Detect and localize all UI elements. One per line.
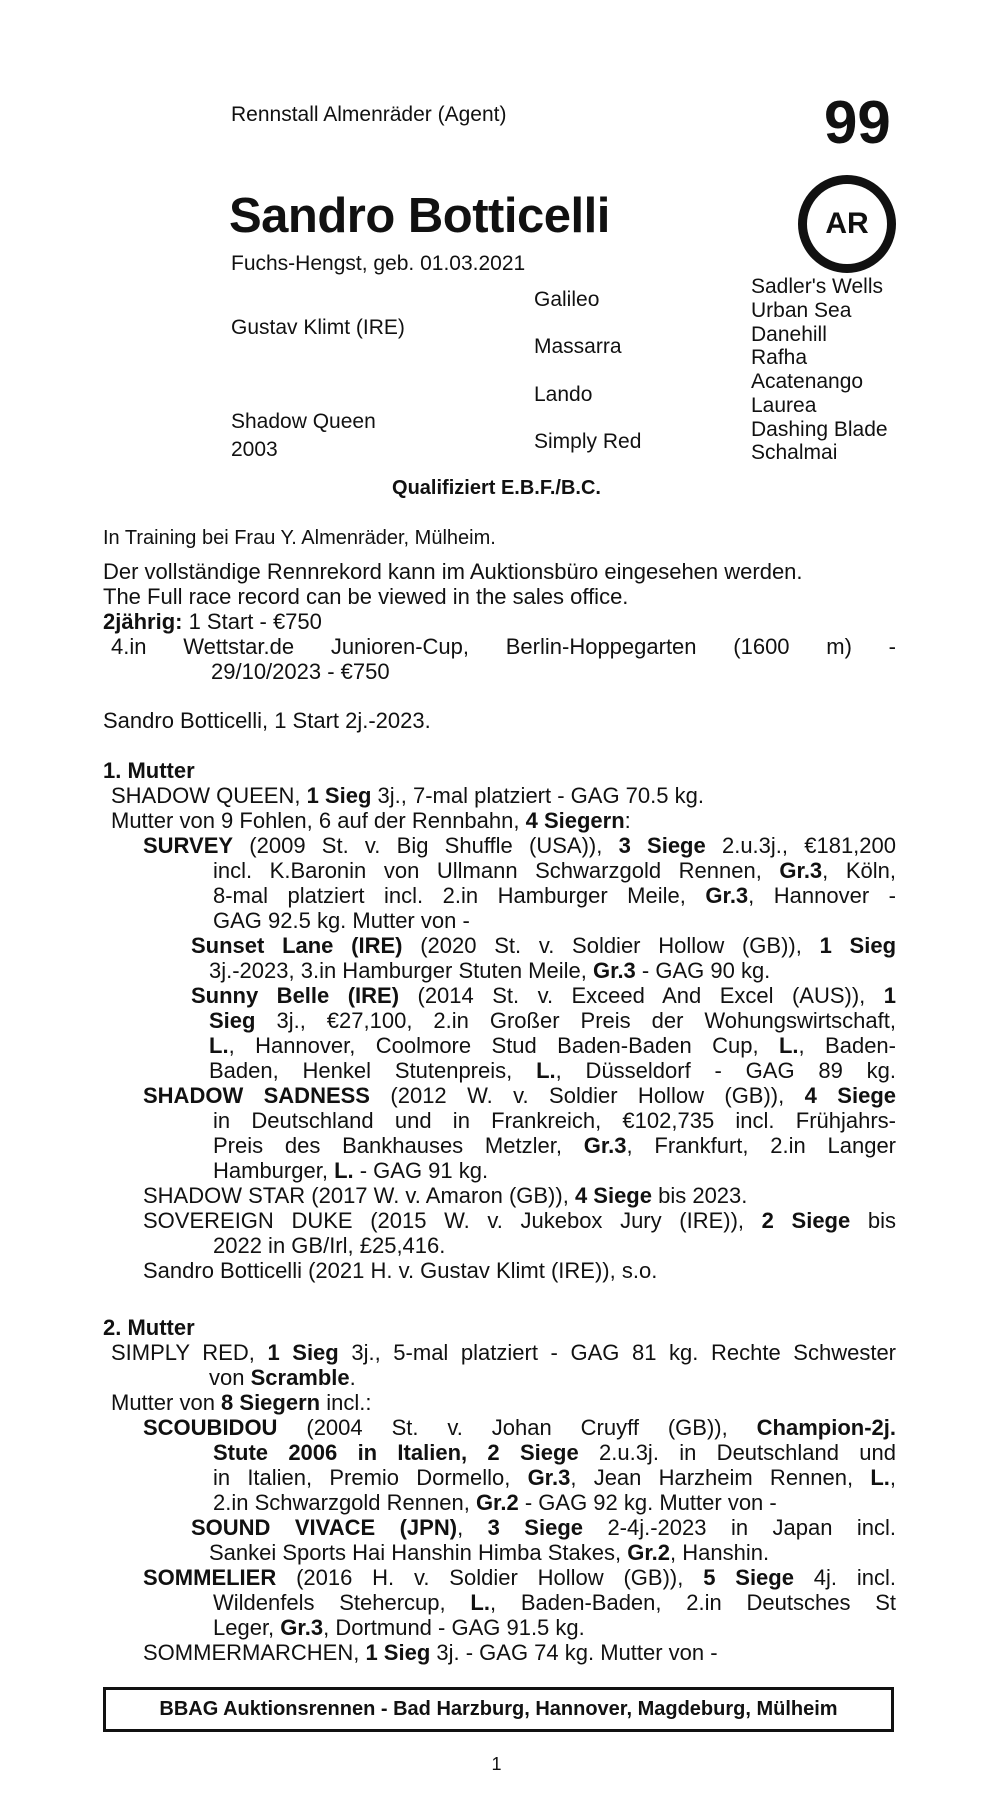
- first-dam-line: Mutter von 9 Fohlen, 6 auf der Rennbahn, 4 Siegern:: [111, 808, 631, 833]
- first-dam-line: SHADOW STAR (2017 W. v. Amaron (GB)), 4 Siege bis 2023.: [143, 1183, 748, 1208]
- first-dam-section: [103, 758, 896, 1283]
- first-dam-line: SHADOW QUEEN, 1 Sieg 3j., 7-mal platziert - GAG 70.5 kg.: [111, 783, 704, 808]
- first-dam-line: incl. K.Baronin von Ullmann Schwarzgold Rennen, Gr.3, Köln,: [213, 858, 896, 883]
- page-number: 1: [491, 1754, 502, 1774]
- qualification: Qualifiziert E.B.F./B.C.: [392, 477, 601, 499]
- first-dam-line: SHADOW SADNESS (2012 W. v. Soldier Hollow (GB)), 4 Siege: [143, 1083, 896, 1108]
- second-dam-line: Wildenfels Stehercup, L., Baden-Baden, 2.in Deutsches St: [213, 1590, 896, 1615]
- first-dam-line: 8-mal platziert incl. 2.in Hamburger Meile, Gr.3, Hannover -: [213, 883, 896, 908]
- first-dam-line: 3j.-2023, 3.in Hamburger Stuten Meile, Gr.3 - GAG 90 kg.: [209, 958, 771, 983]
- pedigree-grandparent: Lando: [534, 383, 593, 406]
- pedigree-great-grandparent: Laurea: [751, 394, 817, 417]
- lot-number: 99: [824, 89, 891, 156]
- race-record-note-en: The Full race record can be viewed in the sales office.: [103, 584, 629, 609]
- second-dam-section: [103, 1315, 896, 1665]
- pedigree-dam-year: 2003: [231, 438, 278, 461]
- first-dam-heading: 1. Mutter: [103, 758, 195, 783]
- first-dam-line: SURVEY (2009 St. v. Big Shuffle (USA)), 3 Siege 2.u.3j., €181,200: [143, 833, 896, 858]
- second-dam-line: Sankei Sports Hai Hanshin Himba Stakes, Gr.2, Hanshin.: [209, 1540, 770, 1565]
- first-dam-line: GAG 92.5 kg. Mutter von -: [213, 908, 470, 933]
- first-dam-line: in Deutschland und in Frankreich, €102,735 incl. Frühjahrs-: [213, 1108, 896, 1133]
- race-result-date: 29/10/2023 - €750: [211, 659, 390, 684]
- pedigree-great-grandparent: Schalmai: [751, 441, 838, 464]
- pedigree-grandparent: Galileo: [534, 288, 600, 311]
- training-info: In Training bei Frau Y. Almenräder, Mülheim.: [103, 527, 496, 549]
- horse-name: Sandro Botticelli: [229, 189, 610, 243]
- pedigree-grandparent: Massarra: [534, 335, 622, 358]
- first-dam-line: L., Hannover, Coolmore Stud Baden-Baden Cup, L., Baden-: [209, 1033, 896, 1058]
- sales-races-banner: BBAG Auktionsrennen - Bad Harzburg, Hannover, Magdeburg, Mülheim: [103, 1687, 894, 1732]
- first-dam-line: Sunset Lane (IRE) (2020 St. v. Soldier Hollow (GB)), 1 Sieg: [191, 933, 897, 958]
- second-dam-line: SIMPLY RED, 1 Sieg 3j., 5-mal platziert - GAG 81 kg. Rechte Schwester: [111, 1340, 897, 1365]
- pedigree-dam: Shadow Queen: [231, 410, 376, 433]
- second-dam-line: von Scramble.: [209, 1365, 356, 1390]
- pedigree-grandparent: Simply Red: [534, 430, 642, 453]
- horse-description: Fuchs-Hengst, geb. 01.03.2021: [231, 252, 526, 275]
- first-dam-line: 2022 in GB/Irl, £25,416.: [213, 1233, 446, 1258]
- race-record-age-summary: [103, 609, 896, 634]
- pedigree-great-grandparent: Dashing Blade: [751, 418, 888, 441]
- first-dam-line: Sunny Belle (IRE) (2014 St. v. Exceed And Excel (AUS)), 1: [191, 983, 896, 1008]
- pedigree-great-grandparent: Acatenango: [751, 370, 864, 393]
- race-result: 4.in Wettstar.de Junioren-Cup, Berlin-Hoppegarten (1600 m) -: [111, 634, 896, 659]
- pedigree-great-grandparent: Rafha: [751, 346, 808, 369]
- first-dam-line: Hamburger, L. - GAG 91 kg.: [213, 1158, 489, 1183]
- age-label: 2jährig:: [103, 609, 183, 634]
- first-dam-line: Sieg 3j., €27,100, 2.in Großer Preis der Wohungswirtschaft,: [209, 1008, 896, 1033]
- second-dam-line: SOUND VIVACE (JPN), 3 Siege 2-4j.-2023 in Japan incl.: [191, 1515, 897, 1540]
- second-dam-line: SCOUBIDOU (2004 St. v. Johan Cruyff (GB)), Champion-2j.: [143, 1415, 896, 1440]
- second-dam-line: Stute 2006 in Italien, 2 Siege 2.u.3j. in Deutschland und: [213, 1440, 897, 1465]
- race-record-note-de: Der vollständige Rennrekord kann im Auktionsbüro eingesehen werden.: [103, 559, 803, 584]
- second-dam-line: 2.in Schwarzgold Rennen, Gr.2 - GAG 92 kg. Mutter von -: [213, 1490, 777, 1515]
- second-dam-line: in Italien, Premio Dormello, Gr.3, Jean Harzheim Rennen, L.,: [213, 1465, 896, 1490]
- pedigree-great-grandparent: Danehill: [751, 323, 827, 346]
- age-summary: 1 Start - €750: [182, 609, 322, 634]
- pedigree-great-grandparent: Urban Sea: [751, 299, 852, 322]
- second-dam-line: SOMMELIER (2016 H. v. Soldier Hollow (GB)), 5 Siege 4j. incl.: [143, 1565, 896, 1590]
- pedigree-great-grandparent: Sadler's Wells: [751, 275, 883, 298]
- consignor: Rennstall Almenräder (Agent): [231, 103, 507, 126]
- second-dam-line: SOMMERMARCHEN, 1 Sieg 3j. - GAG 74 kg. Mutter von -: [143, 1640, 718, 1665]
- second-dam-line: Mutter von 8 Siegern incl.:: [111, 1390, 372, 1415]
- second-dam-heading: 2. Mutter: [103, 1315, 195, 1340]
- first-dam-line: Preis des Bankhauses Metzler, Gr.3, Frankfurt, 2.in Langer: [213, 1133, 897, 1158]
- career-summary: Sandro Botticelli, 1 Start 2j.-2023.: [103, 708, 431, 733]
- consignor-badge-icon: AR: [798, 175, 896, 273]
- pedigree-sire: Gustav Klimt (IRE): [231, 316, 405, 339]
- race-record: [103, 559, 896, 684]
- first-dam-line: SOVEREIGN DUKE (2015 W. v. Jukebox Jury (IRE)), 2 Siege bis: [143, 1208, 896, 1233]
- second-dam-line: Leger, Gr.3, Dortmund - GAG 91.5 kg.: [213, 1615, 585, 1640]
- first-dam-line: Baden, Henkel Stutenpreis, L., Düsseldorf - GAG 89 kg.: [209, 1058, 897, 1083]
- first-dam-line: Sandro Botticelli (2021 H. v. Gustav Klimt (IRE)), s.o.: [143, 1258, 658, 1283]
